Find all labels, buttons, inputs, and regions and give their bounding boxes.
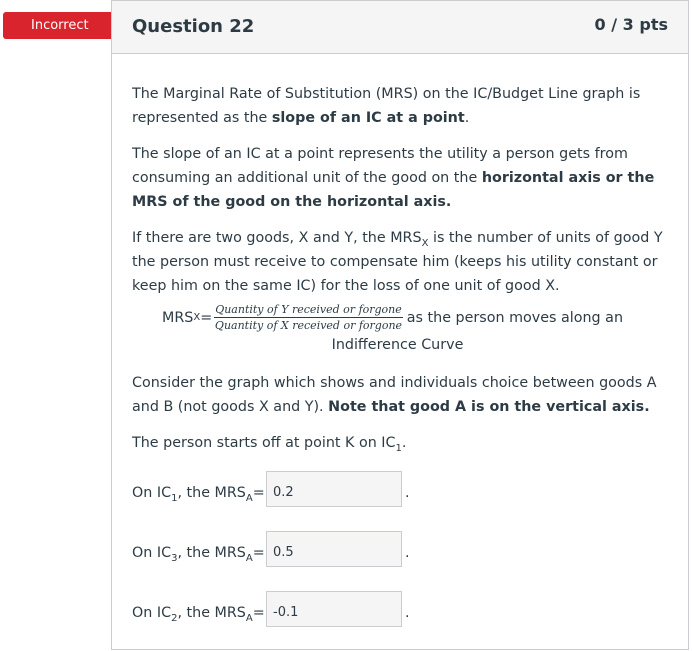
subscript: 1: [395, 442, 402, 454]
formula-caption: Indifference Curve: [331, 337, 464, 353]
answer-input[interactable]: -0.1: [266, 591, 402, 627]
text: On IC: [132, 605, 172, 621]
text: , the MRS: [177, 545, 246, 561]
answer-period: .: [405, 485, 410, 501]
text: .: [401, 435, 407, 451]
subscript: 3: [171, 552, 178, 564]
question-title: Question 22: [132, 16, 255, 37]
paragraph-mrs-definition: [132, 82, 667, 130]
subscript: 2: [171, 612, 178, 624]
subscript: A: [245, 552, 253, 564]
text: If there are two goods, X and Y, the MRS: [132, 230, 422, 246]
text: =: [252, 485, 265, 501]
answer-period: .: [405, 605, 410, 621]
answer-row-ic2: [132, 591, 667, 651]
paragraph-graph: [132, 371, 667, 419]
text: , the MRS: [177, 485, 246, 501]
answer-label: [132, 541, 265, 565]
answer-label: [132, 601, 265, 625]
question-card: [111, 0, 689, 650]
bold-text: Note that good A is on the vertical axis.: [328, 399, 650, 415]
text: Consider the graph which shows and individuals choice between goods A and B (not goods X and Y).: [132, 375, 657, 415]
mrs-formula: MRS X = $\frac{\text{Quantity of Y received or forgone}}{\text{Quantity of X received or forgone}}$ as the person moves along an: [162, 303, 624, 332]
text: The person starts off at point K on IC: [132, 435, 396, 451]
question-header: [112, 1, 688, 54]
question-points: 0 / 3 pts: [594, 15, 668, 34]
paragraph-two-goods: [132, 226, 667, 298]
paragraph-start: [132, 431, 667, 455]
text: On IC: [132, 485, 172, 501]
text: =: [252, 545, 265, 561]
paragraph-slope: [132, 142, 667, 214]
formula-lhs: MRS: [162, 309, 194, 326]
subscript: A: [245, 612, 253, 624]
answer-input[interactable]: 0.5: [266, 531, 402, 567]
text: is the number of units of good Y the person must receive to compensate him (keeps his utility constant or keep him on the same IC) for the loss of one unit of good X.: [132, 230, 663, 294]
formula-tail: as the person moves along an: [406, 309, 624, 326]
bold-text: horizontal axis or the MRS of the good on the horizontal axis.: [132, 170, 655, 210]
text: .: [464, 110, 470, 126]
bold-text: slope of an IC at a point: [271, 110, 465, 126]
answer-row-ic3: [132, 531, 667, 591]
answer-input[interactable]: 0.2: [266, 471, 402, 507]
question-body: [132, 82, 667, 651]
text: The Marginal Rate of Substitution (MRS) on the IC/Budget Line graph is represented as the: [132, 86, 641, 126]
subscript: A: [245, 492, 253, 504]
answer-row-ic1: [132, 471, 667, 531]
subscript: X: [421, 237, 429, 249]
incorrect-badge: Incorrect: [3, 12, 118, 39]
answer-label: [132, 481, 265, 505]
text: =: [252, 605, 265, 621]
text: The slope of an IC at a point represents the utility a person gets from consuming an additional unit of the good on the: [132, 146, 628, 186]
answer-period: .: [405, 545, 410, 561]
formula-numerator: Quantity of Y received or forgone: [215, 303, 402, 316]
formula-equals: =: [200, 309, 213, 326]
text: On IC: [132, 545, 172, 561]
formula-denominator: Quantity of X received or forgone: [214, 319, 403, 332]
formula-fraction: [214, 302, 403, 333]
text: , the MRS: [177, 605, 246, 621]
subscript: 1: [171, 492, 178, 504]
